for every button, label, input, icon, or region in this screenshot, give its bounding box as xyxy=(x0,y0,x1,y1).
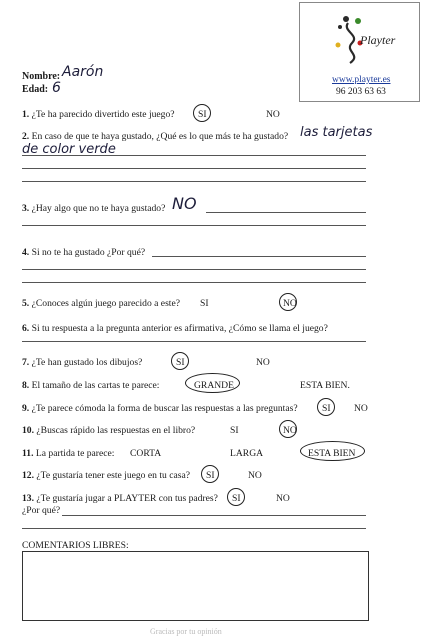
phone-number: 96 203 63 63 xyxy=(336,87,386,97)
answer-line xyxy=(22,181,366,182)
q2-answer-line1: las tarjetas xyxy=(300,125,373,140)
q12-option-no[interactable]: NO xyxy=(248,470,262,481)
q1-option-si[interactable]: SI xyxy=(198,109,207,120)
q8-option-grande[interactable]: GRANDE xyxy=(194,380,234,391)
q7-option-si[interactable]: SI xyxy=(176,357,185,368)
q11-option-corta[interactable]: CORTA xyxy=(130,448,162,459)
q7-selection-circle xyxy=(171,352,189,370)
q2-answer-line2: de color verde xyxy=(22,142,116,157)
question-5: 5. ¿Conoces algún juego parecido a este? xyxy=(22,298,180,309)
age-label: Edad: xyxy=(22,84,49,95)
answer-line xyxy=(22,155,366,156)
comments-label: COMENTARIOS LIBRES: xyxy=(22,540,129,551)
answer-line xyxy=(22,528,366,529)
answer-line xyxy=(62,515,366,516)
question-1: 1. ¿Te ha parecido divertido este juego? xyxy=(22,109,175,120)
answer-line xyxy=(206,212,366,213)
q9-option-no[interactable]: NO xyxy=(354,403,368,414)
question-9: 9. ¿Te parece cómoda la forma de buscar las respuestas a las preguntas? xyxy=(22,403,298,414)
answer-line xyxy=(22,269,366,270)
question-11: 11. La partida te parece: xyxy=(22,448,115,459)
answer-line xyxy=(22,341,366,342)
question-13: 13. ¿Te gustaría jugar a PLAYTER con tus padres? xyxy=(22,493,218,504)
q11-option-esta-bien[interactable]: ESTA BIEN xyxy=(308,448,356,459)
question-3: 3. ¿Hay algo que no te haya gustado? xyxy=(22,203,166,214)
logo-text: Playter xyxy=(360,33,396,47)
q13-selection-circle xyxy=(227,488,245,506)
name-value: Aarón xyxy=(62,64,104,80)
answer-line xyxy=(22,168,366,169)
question-4: 4. Si no te ha gustado ¿Por qué? xyxy=(22,247,146,258)
q8-option-esta-bien[interactable]: ESTA BIEN. xyxy=(300,380,350,391)
q13-why-label: ¿Por qué? xyxy=(22,505,61,516)
q5-option-si[interactable]: SI xyxy=(200,298,209,309)
q3-answer: NO xyxy=(172,194,197,213)
question-2: 2. En caso de que te haya gustado, ¿Qué es lo que más te ha gustado? xyxy=(22,131,289,142)
q11-selection-circle xyxy=(300,441,365,461)
question-10: 10. ¿Buscas rápido las respuestas en el libro? xyxy=(22,425,196,436)
name-label: Nombre: xyxy=(22,71,61,82)
q10-selection-circle xyxy=(279,420,297,438)
website-link[interactable]: www.playter.es xyxy=(332,75,391,85)
footer-text: Gracias por tu opinión xyxy=(150,627,222,636)
q11-option-larga[interactable]: LARGA xyxy=(230,448,264,459)
q5-option-no[interactable]: NO xyxy=(283,298,297,309)
q10-option-si[interactable]: SI xyxy=(230,425,239,436)
q10-option-no[interactable]: NO xyxy=(283,425,297,436)
q9-selection-circle xyxy=(317,398,335,416)
comments-box[interactable] xyxy=(22,551,369,621)
q1-option-no[interactable]: NO xyxy=(266,109,280,120)
answer-line xyxy=(22,225,366,226)
q13-option-no[interactable]: NO xyxy=(276,493,290,504)
q12-selection-circle xyxy=(201,465,219,483)
answer-line xyxy=(152,256,366,257)
q12-option-si[interactable]: SI xyxy=(206,470,215,481)
q13-option-si[interactable]: SI xyxy=(232,493,241,504)
age-value: 6 xyxy=(52,80,61,96)
q5-selection-circle xyxy=(279,293,297,311)
q8-selection-circle xyxy=(185,373,240,393)
question-6: 6. Si tu respuesta a la pregunta anterior es afirmativa, ¿Cómo se llama el juego? xyxy=(22,323,328,334)
question-12: 12. ¿Te gustaría tener este juego en tu casa? xyxy=(22,470,190,481)
answer-line xyxy=(22,282,366,283)
question-8: 8. El tamaño de las cartas te parece: xyxy=(22,380,160,391)
question-7: 7. ¿Te han gustado los dibujos? xyxy=(22,357,143,368)
q7-option-no[interactable]: NO xyxy=(256,357,270,368)
q9-option-si[interactable]: SI xyxy=(322,403,331,414)
q1-selection-circle xyxy=(193,104,211,122)
logo-box xyxy=(299,2,420,102)
